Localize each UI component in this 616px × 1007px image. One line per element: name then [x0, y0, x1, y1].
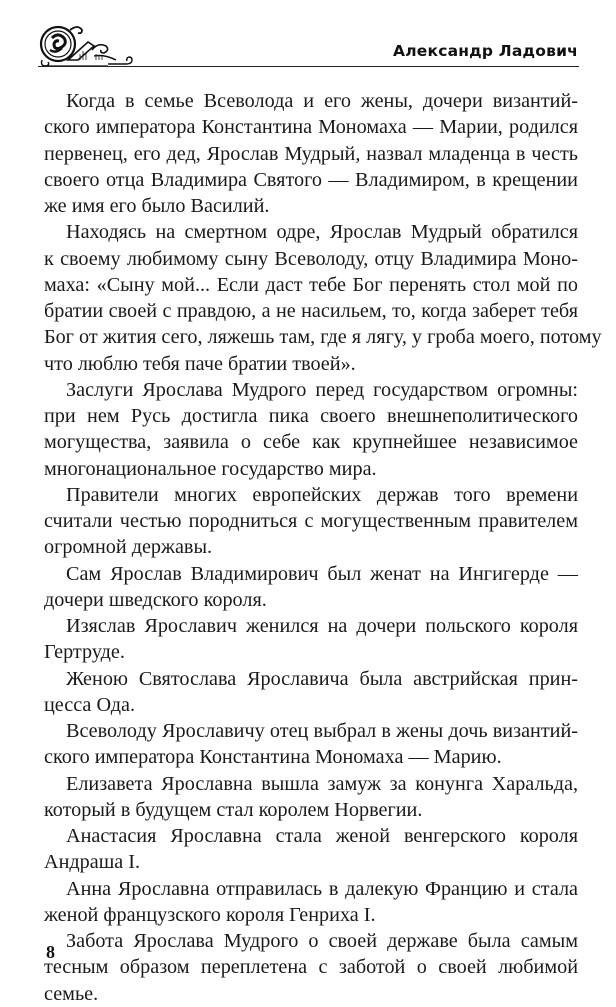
paragraph	[44, 718, 578, 771]
text-line: Анна Ярославна отправилась в далекую Францию и стала	[66, 877, 578, 900]
running-header	[0, 0, 616, 80]
page-body-text	[44, 88, 602, 1007]
text-line: могущества, заявила о себе как крупнейшее независимое	[44, 431, 578, 454]
text-line: Елизавета Ярославна вышла замуж за конунга Харальда,	[66, 772, 578, 795]
floral-scroll-ornament-icon	[38, 20, 138, 70]
text-line: Анастасия Ярославна стала женой венгерского короля	[66, 825, 578, 847]
header-divider	[38, 66, 579, 67]
text-line: Гертруде.	[44, 641, 125, 664]
text-line: своего отца Владимира Святого — Владимиром, в крещении	[44, 168, 578, 191]
paragraph	[44, 928, 578, 1007]
text-line: ского императора Константина Мономаха — Марию.	[44, 746, 502, 769]
text-line: что люблю тебя паче братии твоей».	[44, 352, 356, 375]
text-line: же имя его было Василий.	[44, 195, 270, 217]
paragraph	[44, 377, 578, 482]
paragraph	[44, 613, 578, 666]
text-line: Бог от жития сего, ляжешь там, где я лягу, у гроба моего, потому	[44, 326, 602, 349]
paragraph	[44, 666, 578, 719]
paragraph	[44, 482, 578, 561]
text-line: при нем Русь достигла пика своего внешнеполитического	[44, 405, 578, 427]
text-line: Андраша I.	[44, 851, 141, 874]
text-line: первенец, его дед, Ярослав Мудрый, назвал младенца в честь	[44, 142, 578, 165]
text-line: Сам Ярослав Владимирович был женат на Ингигерде —	[66, 562, 578, 585]
text-line: Изяслав Ярославич женился на дочери польского короля	[66, 615, 578, 637]
paragraph	[44, 876, 578, 929]
text-line: Правители многих европейских держав того времени	[66, 483, 578, 506]
text-line: Когда в семье Всеволода и его жены, дочери византий-	[66, 90, 578, 112]
text-line: Женою Святослава Ярославича была австрийская прин-	[66, 667, 578, 690]
text-line: к своему любимому сыну Всеволоду, отцу Владимира Моно-	[44, 247, 578, 270]
text-line: Заслуги Ярослава Мудрого перед государством огромны:	[66, 378, 578, 401]
text-line: многонациональное государство мира.	[44, 457, 377, 480]
text-line: цесса Ода.	[44, 693, 136, 716]
paragraph	[44, 771, 578, 824]
text-line: женой французского короля Генриха I.	[44, 903, 376, 926]
text-line: огромной державы.	[44, 536, 213, 559]
text-line: Забота Ярослава Мудрого о своей державе была самым	[66, 930, 578, 952]
page-number: 8	[46, 942, 55, 962]
text-line: братии своей с правдою, а не насильем, то, когда заберет тебя	[44, 300, 578, 322]
text-line: считали честью породниться с могущественным правителем	[44, 510, 578, 532]
text-line: семье.	[44, 982, 99, 1005]
paragraph	[44, 219, 602, 377]
text-line: маха: «Сыну мой... Если даст тебе Бог перенять стол мой по	[44, 273, 578, 296]
paragraph	[44, 823, 578, 876]
book-author: Александр Ладович	[393, 42, 578, 60]
text-line: Находясь на смертном одре, Ярослав Мудрый обратился	[66, 221, 578, 244]
text-line: который в будущем стал королем Норвегии.	[44, 798, 423, 821]
paragraph	[44, 561, 578, 614]
text-line: дочери шведского короля.	[44, 588, 267, 611]
text-line: тесным образом переплетена с заботой о своей любимой	[44, 956, 578, 979]
text-line: ского императора Константина Мономаха — Марии, родился	[44, 116, 578, 139]
paragraph	[44, 88, 578, 219]
text-line: Всеволоду Ярославичу отец выбрал в жены дочь византий-	[66, 720, 578, 742]
